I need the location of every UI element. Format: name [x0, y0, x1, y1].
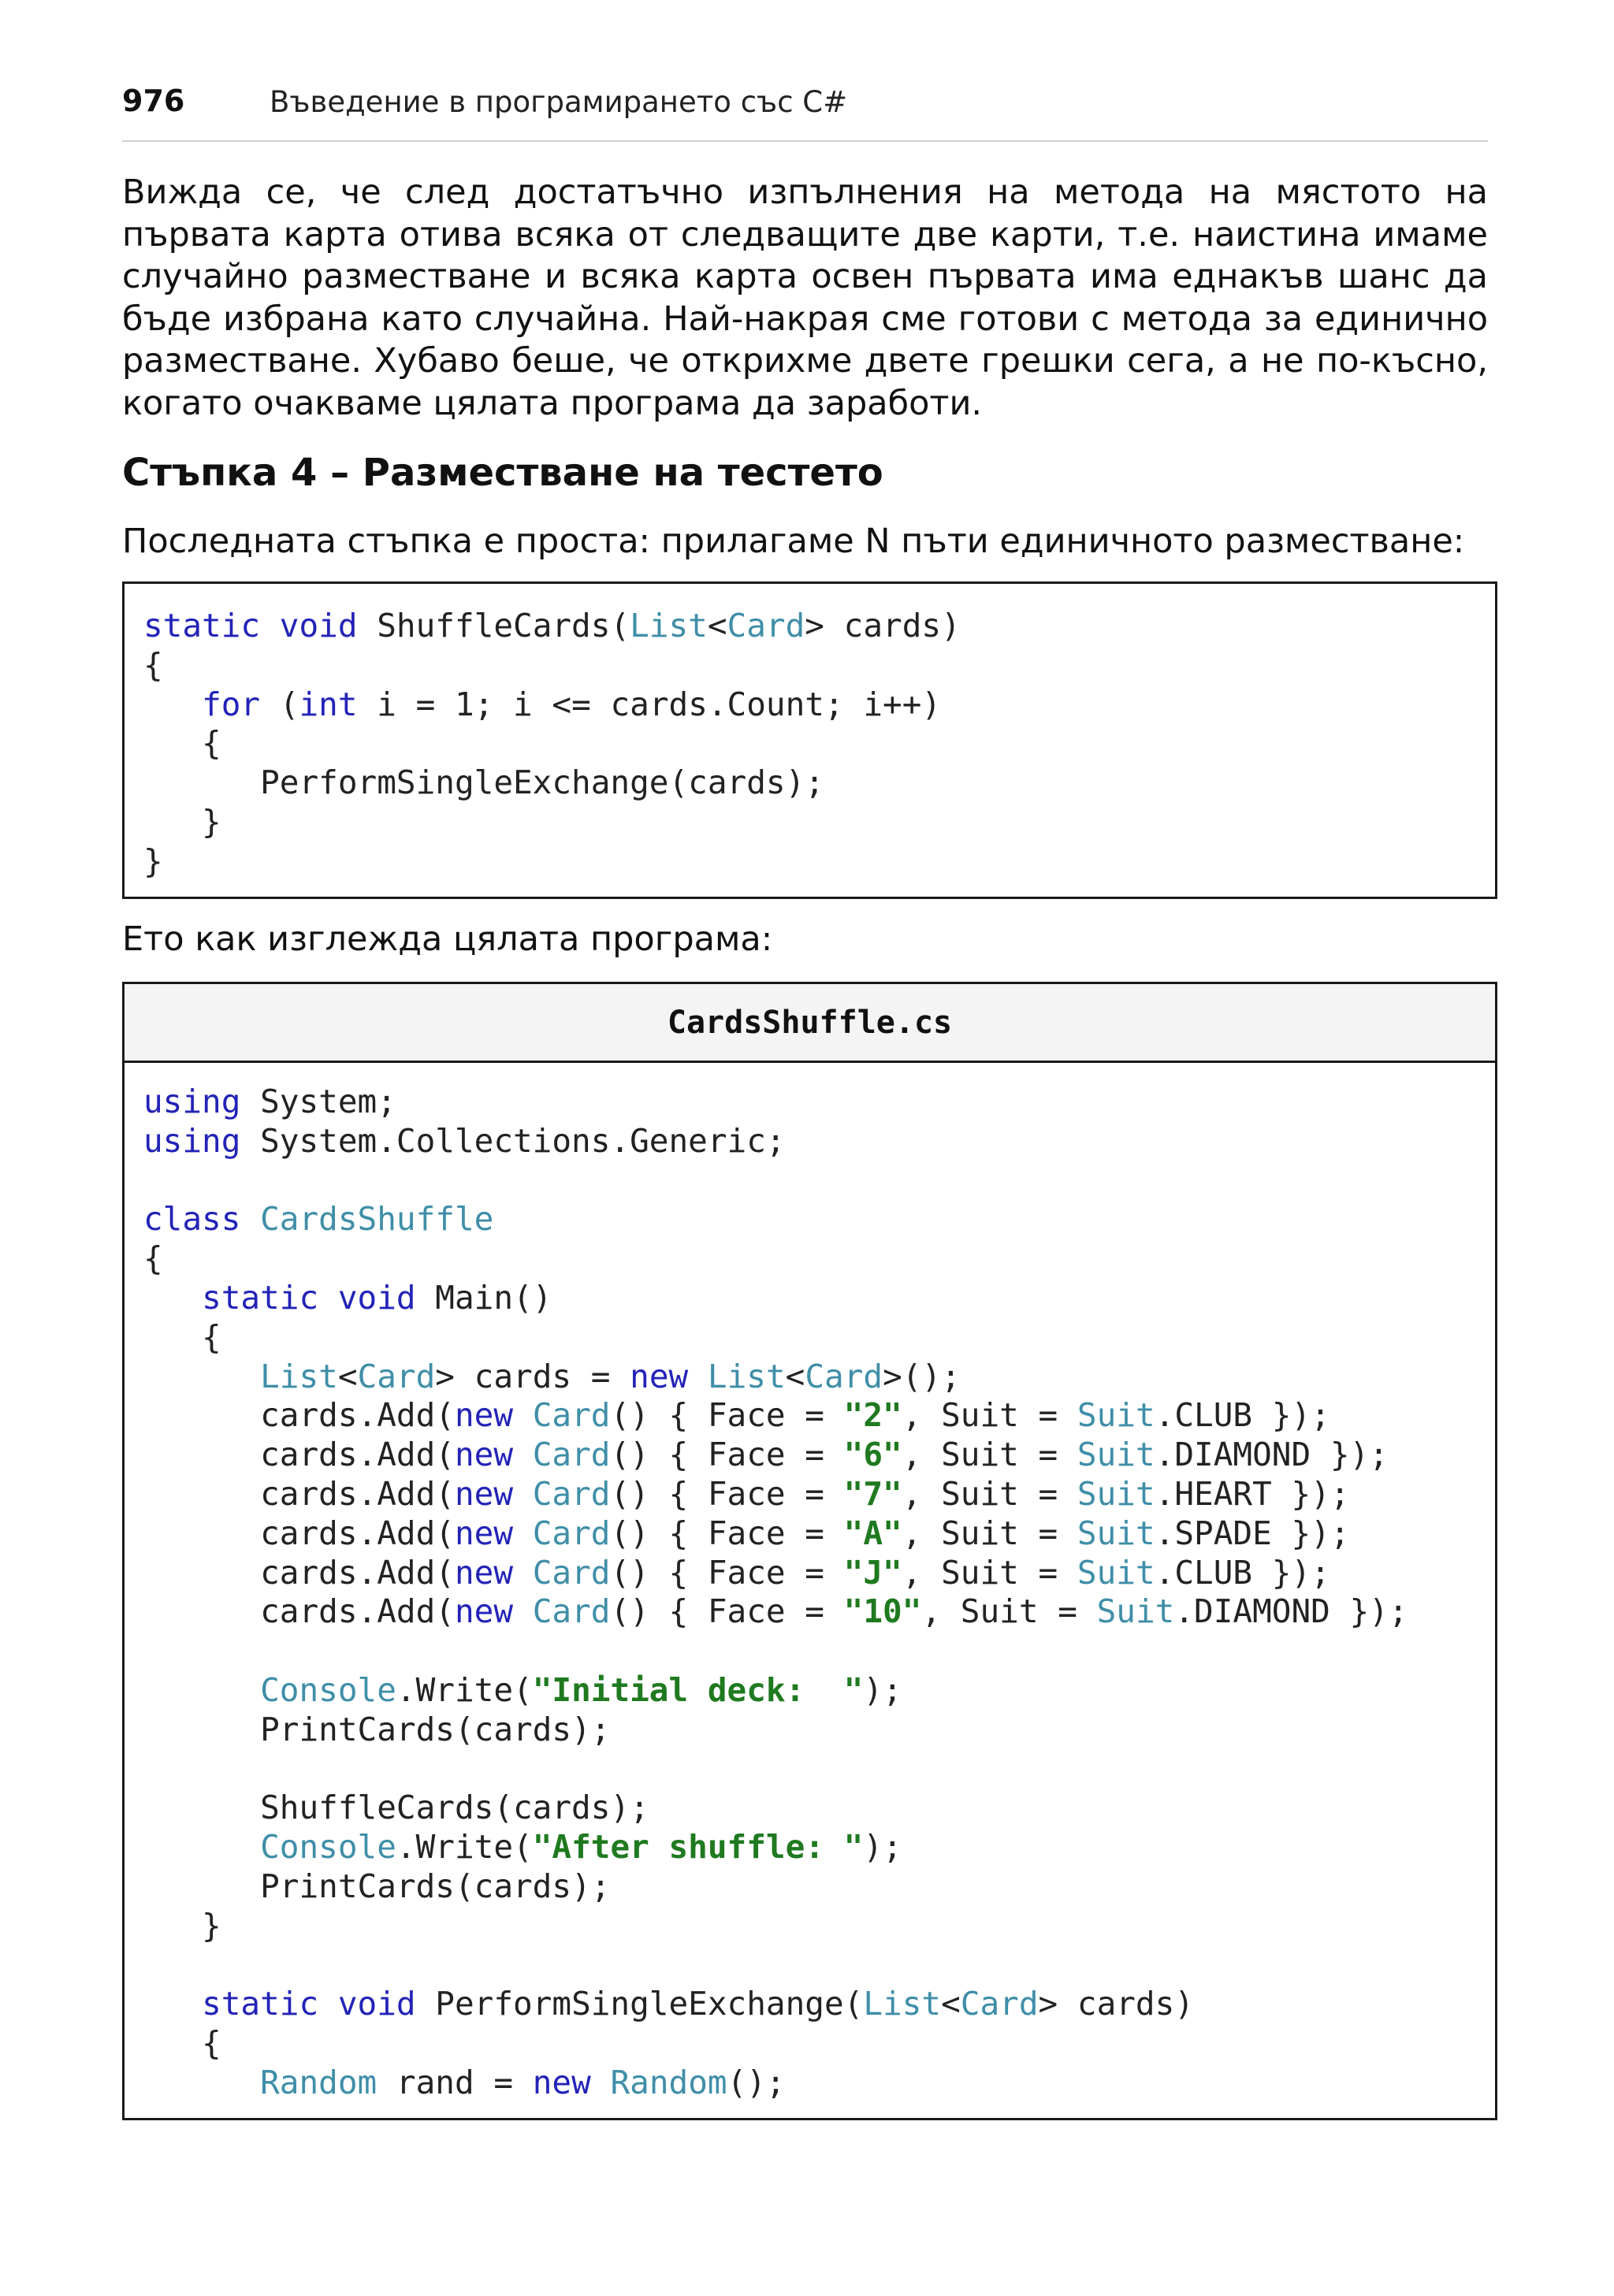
code-token: Main() — [415, 1278, 552, 1317]
code-token: "A" — [843, 1514, 902, 1552]
code-token: i = 1; i <= cards.Count; i++) — [357, 685, 942, 723]
code-token — [688, 1358, 708, 1395]
code-listing-shufflecards — [122, 581, 1497, 899]
code-token: "After shuffle: " — [532, 1828, 864, 1867]
code-token: () { Face = — [610, 1514, 844, 1552]
code-token: < — [785, 1357, 805, 1395]
code-token: PrintCards(cards); — [143, 1710, 611, 1748]
code-token: () { Face = — [610, 1474, 844, 1513]
code-token: cards.Add( — [143, 1553, 455, 1592]
code-line — [143, 1122, 1495, 1161]
code-token: Suit — [1077, 1553, 1155, 1592]
program-intro-text: Ето как изглежда цялата програма: — [122, 920, 773, 959]
code-token: using — [143, 1083, 241, 1120]
code-token: , Suit = — [902, 1514, 1077, 1552]
code-token: > cards) — [1038, 1985, 1194, 2023]
code-token: cards.Add( — [143, 1514, 455, 1552]
code-line — [143, 1592, 1495, 1632]
code-token: () { Face = — [610, 1592, 844, 1631]
code-token — [240, 1200, 260, 1238]
code-token: static void — [143, 607, 358, 645]
code-token: Console — [260, 1828, 396, 1867]
code-token: Random — [610, 2063, 727, 2101]
code-token: ); — [863, 1828, 902, 1867]
code-line — [143, 1161, 1495, 1201]
code-token — [143, 2064, 260, 2101]
code-line — [143, 1436, 1495, 1475]
code-token: "Initial deck: " — [532, 1670, 864, 1709]
code-token: cards.Add( — [143, 1474, 455, 1513]
code-token: List — [707, 1357, 786, 1395]
code-token: { — [143, 2024, 221, 2063]
code-token — [143, 1985, 202, 2023]
code-token — [143, 1828, 260, 1866]
code-line — [143, 1475, 1495, 1514]
code-line — [143, 1396, 1495, 1436]
code-line — [143, 1828, 1495, 1867]
code-token: ); — [863, 1670, 902, 1709]
code-token: new — [454, 1514, 514, 1552]
code-line — [143, 1750, 1495, 1789]
code-token: .CLUB }); — [1155, 1553, 1330, 1592]
code-token: Console — [260, 1670, 396, 1709]
code-token: Card — [960, 1985, 1039, 2023]
code-token — [513, 1514, 533, 1552]
code-token: PerformSingleExchange( — [415, 1985, 864, 2023]
code-line — [143, 1318, 1495, 1358]
code-line — [143, 1083, 1495, 1122]
code-token: () { Face = — [610, 1436, 844, 1474]
code-line — [143, 1279, 1495, 1318]
code-token: Suit — [1077, 1474, 1155, 1513]
code-line — [143, 1711, 1495, 1750]
page-number: 976 — [122, 84, 185, 118]
code-token: class — [143, 1200, 241, 1239]
code-token: new — [454, 1553, 514, 1592]
code-token: "2" — [843, 1396, 902, 1435]
code-line — [143, 1946, 1495, 1986]
code-token: .CLUB }); — [1155, 1396, 1330, 1435]
code-token: .Write( — [396, 1670, 533, 1709]
code-listing-cardsshuffle — [122, 982, 1497, 2120]
code-token: < — [941, 1985, 961, 2023]
code-token: } — [143, 841, 163, 880]
code-line — [143, 842, 1495, 882]
code-block — [125, 1063, 1495, 2103]
code-line — [143, 803, 1495, 842]
code-token: { — [143, 724, 221, 763]
code-token — [513, 1554, 533, 1592]
code-token: < — [707, 607, 727, 645]
code-token: Card — [805, 1357, 883, 1395]
code-token: new — [454, 1436, 514, 1474]
code-line — [143, 2024, 1495, 2064]
intro-paragraph: Вижда се, че след достатъчно изпълнения на метода на мястото на първата карта отива всяка от следващите две карти, т.е. наистина имаме случайно разместване и всяка карта освен първата има еднакъв шанс да бъде избрана като случайна. Най-накрая сме готови с метода за единично разместване. Хубаво беше, че открихме двете грешки сега, а не по-късно, когато очакваме цялата програма да заработи. — [122, 173, 1488, 423]
code-token: ( — [260, 685, 299, 723]
code-token — [591, 2064, 611, 2101]
code-line — [143, 724, 1495, 763]
code-line — [143, 1554, 1495, 1593]
code-token — [513, 1475, 533, 1513]
code-token: (); — [727, 2063, 786, 2101]
code-token: Suit — [1096, 1592, 1175, 1631]
code-token: Card — [727, 607, 805, 645]
code-line — [143, 1358, 1495, 1397]
code-token: > cards) — [805, 607, 961, 645]
code-token: Card — [532, 1474, 611, 1513]
code-token: Card — [532, 1592, 611, 1631]
code-token: System.Collections.Generic; — [240, 1121, 786, 1160]
code-token: ShuffleCards(cards); — [143, 1789, 649, 1827]
code-token: new — [454, 1592, 514, 1631]
code-token: new — [630, 1357, 689, 1395]
code-token: .HEART }); — [1155, 1474, 1350, 1513]
code-token: .Write( — [396, 1828, 533, 1867]
code-token: new — [454, 1396, 514, 1435]
code-line — [143, 2064, 1495, 2103]
code-token — [143, 1279, 202, 1317]
code-token: .DIAMOND }); — [1174, 1592, 1408, 1631]
code-line — [143, 1985, 1495, 2024]
code-token: } — [143, 802, 221, 841]
code-token — [143, 1358, 260, 1395]
code-token: { — [143, 1317, 221, 1356]
code-token: { — [143, 645, 163, 684]
code-token: "10" — [843, 1592, 922, 1631]
code-token: , Suit = — [902, 1474, 1077, 1513]
code-token: < — [337, 1357, 358, 1395]
code-token: Suit — [1077, 1396, 1155, 1435]
code-token: PerformSingleExchange(cards); — [143, 763, 824, 802]
code-line — [143, 1200, 1495, 1239]
code-token: ShuffleCards( — [357, 607, 630, 645]
code-token: int — [299, 685, 358, 723]
code-token: PrintCards(cards); — [143, 1867, 611, 1905]
code-token: () { Face = — [610, 1396, 844, 1435]
code-token: Card — [532, 1396, 611, 1435]
code-token: System; — [240, 1083, 396, 1120]
code-token: cards.Add( — [143, 1592, 455, 1631]
code-token: Card — [532, 1553, 611, 1592]
code-line — [143, 685, 1495, 725]
code-token: new — [532, 2063, 591, 2101]
code-token: Suit — [1077, 1514, 1155, 1552]
code-token: Suit — [1077, 1436, 1155, 1474]
code-token: cards.Add( — [143, 1436, 455, 1474]
code-token: .SPADE }); — [1155, 1514, 1350, 1552]
code-line — [143, 1632, 1495, 1671]
code-token: , Suit = — [902, 1396, 1077, 1435]
code-line — [143, 763, 1495, 803]
code-token — [143, 685, 202, 723]
running-title: Въведение в програмирането със C# — [270, 85, 848, 119]
code-line — [143, 607, 1495, 646]
code-token — [513, 1436, 533, 1473]
code-token: static void — [202, 1985, 416, 2023]
code-line — [143, 1671, 1495, 1711]
code-token: List — [863, 1985, 942, 2023]
page-header — [122, 79, 1488, 142]
code-token: Card — [532, 1514, 611, 1552]
code-line — [143, 1514, 1495, 1554]
code-token: { — [143, 1239, 163, 1278]
code-token: new — [454, 1474, 514, 1513]
code-token: List — [260, 1357, 338, 1395]
step-text: Последната стъпка е проста: прилагаме N пъти единичното разместване: — [122, 522, 1465, 561]
code-token: () { Face = — [610, 1553, 844, 1592]
code-token: } — [143, 1906, 221, 1945]
code-token — [143, 1671, 260, 1709]
code-token — [513, 1592, 533, 1630]
code-line — [143, 1907, 1495, 1946]
code-token: "J" — [843, 1553, 902, 1592]
code-token: cards.Add( — [143, 1396, 455, 1435]
code-line — [143, 1239, 1495, 1279]
code-token: >(); — [883, 1357, 961, 1395]
code-token: , Suit = — [902, 1553, 1077, 1592]
code-line — [143, 1867, 1495, 1907]
code-token: Random — [260, 2063, 377, 2101]
section-heading: Стъпка 4 – Разместване на тестето — [122, 451, 883, 495]
code-token: List — [630, 607, 708, 645]
code-token — [513, 1396, 533, 1434]
code-block — [143, 607, 1495, 882]
code-token: for — [202, 685, 261, 723]
code-token: .DIAMOND }); — [1155, 1436, 1389, 1474]
code-token: using — [143, 1121, 241, 1160]
code-line — [143, 1789, 1495, 1828]
code-token: static void — [202, 1278, 416, 1317]
code-token: "7" — [843, 1474, 902, 1513]
code-token: , Suit = — [902, 1436, 1077, 1474]
code-token: , Suit = — [921, 1592, 1097, 1631]
code-token: Card — [532, 1436, 611, 1474]
file-name-header: CardsShuffle.cs — [125, 984, 1495, 1063]
code-token: rand = — [377, 2063, 533, 2101]
code-token: Card — [357, 1357, 436, 1395]
code-token: "6" — [843, 1436, 902, 1474]
code-token: CardsShuffle — [260, 1200, 494, 1239]
code-line — [143, 646, 1495, 685]
code-token: > cards = — [435, 1357, 630, 1395]
